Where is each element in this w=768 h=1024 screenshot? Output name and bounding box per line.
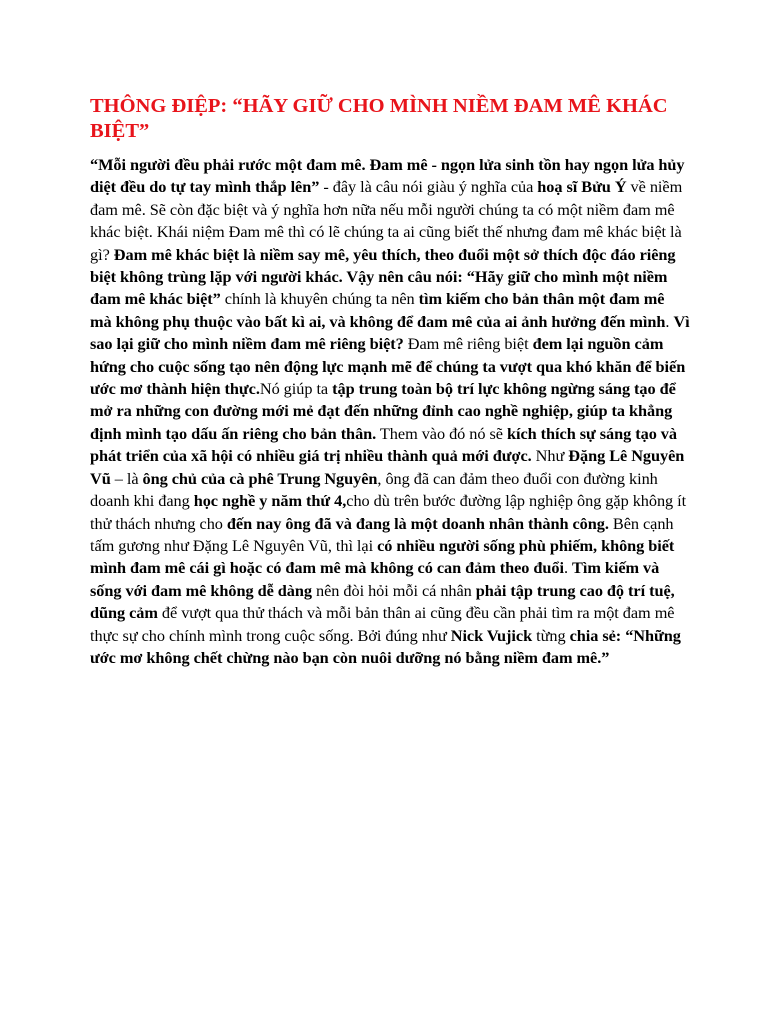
- bold-text-run: Đam mê khác biệt là niềm say mê, yêu thích, theo đuổi một sở thích độc đáo riêng biệt không trùng lặp với người khác. Vậy nên câu nói: “Hãy giữ cho mình một niềm đam mê khác biệt”: [90, 244, 676, 309]
- bold-text-run: phải tập trung cao độ trí tuệ, dũng cảm: [90, 580, 675, 623]
- text-run: từng: [532, 625, 570, 645]
- text-run: Nó giúp ta: [259, 379, 333, 399]
- text-run: .: [665, 311, 674, 331]
- bold-text-run: Tìm kiếm và sống với đam mê không dễ dàng: [90, 558, 660, 600]
- text-run: cho dù trên bước đường lập nghiệp ông gặp không ít thử thách nhưng cho: [90, 491, 687, 533]
- body-paragraph: [90, 154, 690, 669]
- bold-text-run: đem lại nguồn cảm hứng cho cuộc sống tạo nên động lực mạnh mẽ để chúng ta vượt qua khó khăn để biến ước mơ thành hiện thực.: [90, 334, 686, 399]
- text-run: Bên cạnh tấm gương như Đặng Lê Nguyên Vũ, thì lại: [90, 513, 674, 555]
- bold-text-run: ông chủ của cà phê Trung Nguyên: [142, 468, 378, 488]
- bold-text-run: kích thích sự sáng tạo và phát triển của xã hội có nhiều giá trị nhiều thành quả mới được.: [90, 423, 677, 466]
- bold-text-run: tìm kiếm cho bản thân một đam mê mà không phụ thuộc vào bất kì ai, và không để đam mê của ai ảnh hưởng đến mình: [90, 289, 666, 331]
- bold-text-run: Đặng Lê Nguyên Vũ: [90, 446, 685, 488]
- bold-text-run: Nick Vujick: [450, 625, 533, 645]
- text-run: về niềm đam mê. Sẽ còn đặc biệt và ý nghĩa hơn nữa nếu mỗi người chúng ta có một niềm đam mê khác biệt. Khái niệm Đam mê thì có lẽ chúng ta ai cũng biết thế nhưng đam mê khác biệt là gì?: [90, 177, 683, 264]
- bold-text-run: đến nay ông đã và đang là một doanh nhân thành công.: [226, 513, 609, 533]
- bold-text-run: hoạ sĩ Bửu Ý: [537, 177, 627, 197]
- text-run: chính là khuyên chúng ta nên: [220, 289, 419, 309]
- text-run: để vượt qua thử thách và mỗi bản thân ai cũng đều cần phải tìm ra một đam mê thực sự cho chính mình trong cuộc sống. Bởi đúng như: [90, 603, 675, 645]
- bold-text-run: chia sẻ: “Những ước mơ không chết chừng nào bạn còn nuôi dưỡng nó bằng niềm đam mê.”: [90, 625, 681, 667]
- bold-text-run: có nhiều người sống phù phiếm, không biết mình đam mê cái gì hoặc có đam mê mà không có can đảm theo đuổi: [90, 535, 675, 578]
- text-run: Đam mê riêng biệt: [403, 334, 533, 354]
- text-run: nên đòi hỏi mỗi cá nhân: [312, 580, 476, 600]
- text-run: .: [564, 558, 573, 578]
- document-page: [90, 94, 690, 669]
- bold-text-run: “Mỗi người đều phải rước một đam mê. Đam mê - ngọn lửa sinh tồn hay ngọn lửa hủy diệt đều do tự tay mình thắp lên”: [90, 155, 685, 197]
- bold-text-run: tập trung toàn bộ trí lực không ngừng sáng tạo để mở ra những con đường mới mẻ đạt đến những đỉnh cao nghề nghiệp, giúp ta khẳng định mình tạo dấu ấn riêng cho bản thân.: [90, 379, 676, 443]
- bold-text-run: Vì sao lại giữ cho mình niềm đam mê riêng biệt?: [90, 311, 690, 354]
- text-run: Them vào đó nó sẽ: [376, 423, 507, 443]
- text-run: , ông đã can đảm theo đuổi con đường kinh doanh khi đang: [90, 468, 658, 511]
- document-title: THÔNG ĐIỆP: “HÃY GIỮ CHO MÌNH NIỀM ĐAM MÊ KHÁC BIỆT”: [90, 95, 668, 142]
- text-run: – là: [110, 468, 143, 488]
- text-run: Như: [531, 446, 569, 466]
- text-run: - đây là câu nói giàu ý nghĩa của: [319, 177, 538, 197]
- bold-text-run: học nghề y năm thứ 4,: [193, 491, 347, 511]
